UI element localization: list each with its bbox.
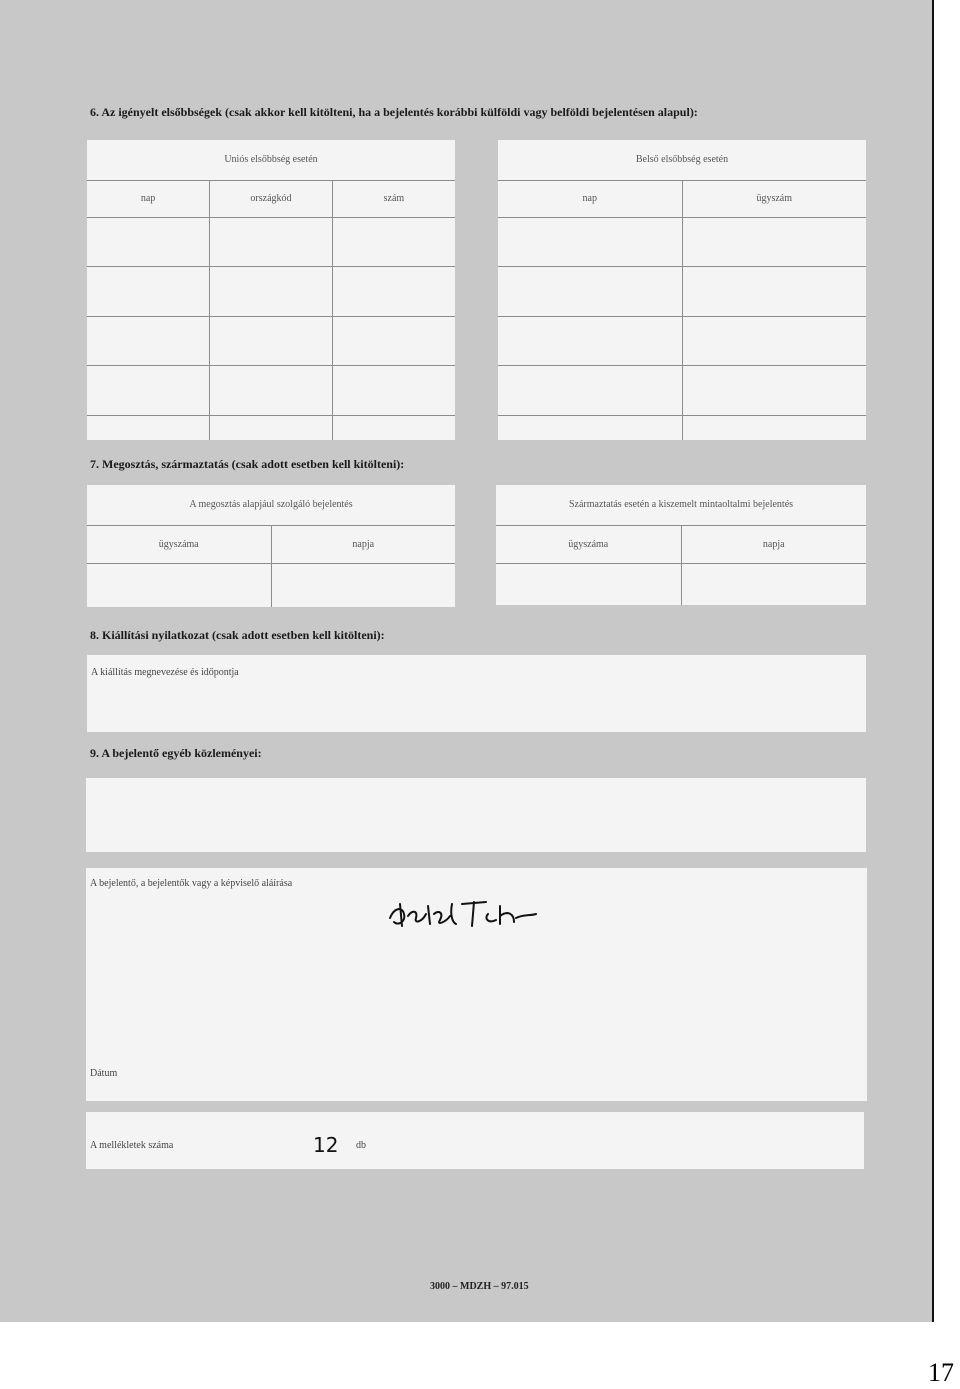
table-cell[interactable] — [210, 316, 333, 366]
exhibition-field[interactable] — [87, 655, 866, 732]
derivation-table — [496, 485, 866, 605]
section-7-title: 7. Megosztás, származtatás (csak adott esetben kell kitölteni): — [90, 457, 405, 471]
column-header: ügyszám — [682, 180, 866, 217]
column-header: nap — [498, 180, 682, 217]
table-cell[interactable] — [210, 366, 333, 416]
table-cell[interactable] — [682, 217, 866, 267]
union-priority-heading: Uniós elsőbbség esetén — [87, 140, 455, 180]
attachments-label: A mellékletek száma — [90, 1140, 174, 1151]
division-heading: A megosztás alapjául szolgáló bejelentés — [87, 485, 455, 525]
table-cell[interactable] — [87, 217, 210, 267]
table-cell[interactable] — [682, 267, 866, 317]
attachments-field — [86, 1112, 864, 1169]
domestic-priority-table — [498, 140, 866, 440]
table-cell[interactable] — [682, 366, 866, 416]
signature-field[interactable] — [86, 868, 867, 1101]
column-header: országkód — [210, 180, 333, 217]
table-cell[interactable] — [210, 217, 333, 267]
other-notes-field[interactable] — [86, 778, 866, 852]
table-cell[interactable] — [87, 316, 210, 366]
union-priority-table — [87, 140, 455, 440]
section-8-title: 8. Kiállítási nyilatkozat (csak adott esetben kell kitölteni): — [90, 628, 385, 642]
table-cell[interactable] — [87, 366, 210, 416]
exhibition-label: A kiállítás megnevezése és időpontja — [91, 667, 239, 678]
column-header: ügyszáma — [87, 525, 271, 563]
table-cell[interactable] — [682, 415, 866, 440]
table-cell[interactable] — [332, 267, 455, 317]
column-header: napja — [681, 525, 866, 563]
signature-label: A bejelentő, a bejelentők vagy a képviselő aláírása — [90, 878, 293, 889]
table-cell[interactable] — [332, 217, 455, 267]
table-cell[interactable] — [332, 366, 455, 416]
table-cell[interactable] — [498, 267, 682, 317]
attachments-unit: db — [356, 1140, 366, 1151]
table-cell[interactable] — [682, 316, 866, 366]
date-label: Dátum — [90, 1068, 118, 1079]
section-9-title: 9. A bejelentő egyéb közleményei: — [90, 746, 262, 760]
handwritten-signature — [384, 896, 544, 932]
table-cell[interactable] — [210, 415, 333, 440]
table-cell[interactable] — [496, 563, 681, 605]
table-cell[interactable] — [271, 563, 455, 607]
table-cell[interactable] — [87, 267, 210, 317]
table-cell[interactable] — [332, 415, 455, 440]
table-cell[interactable] — [332, 316, 455, 366]
attachments-count[interactable]: 12 — [313, 1133, 339, 1157]
table-cell[interactable] — [210, 267, 333, 317]
division-table — [87, 485, 455, 607]
column-header: nap — [87, 180, 210, 217]
column-header: napja — [271, 525, 455, 563]
table-cell[interactable] — [498, 316, 682, 366]
page-number: 17 — [928, 1358, 954, 1387]
table-cell[interactable] — [87, 415, 210, 440]
form-code: 3000 – MDZH – 97.015 — [430, 1281, 529, 1292]
table-cell[interactable] — [498, 217, 682, 267]
derivation-heading: Származtatás esetén a kiszemelt mintaoltalmi bejelentés — [496, 485, 866, 525]
column-header: szám — [332, 180, 455, 217]
section-6-title: 6. Az igényelt elsőbbségek (csak akkor kell kitölteni, ha a bejelentés korábbi külföldi vagy belföldi bejelentésen alapul): — [90, 105, 698, 119]
column-header: ügyszáma — [496, 525, 681, 563]
table-cell[interactable] — [681, 563, 866, 605]
table-cell[interactable] — [498, 366, 682, 416]
table-cell[interactable] — [87, 563, 271, 607]
domestic-priority-heading: Belső elsőbbség esetén — [498, 140, 866, 180]
table-cell[interactable] — [498, 415, 682, 440]
